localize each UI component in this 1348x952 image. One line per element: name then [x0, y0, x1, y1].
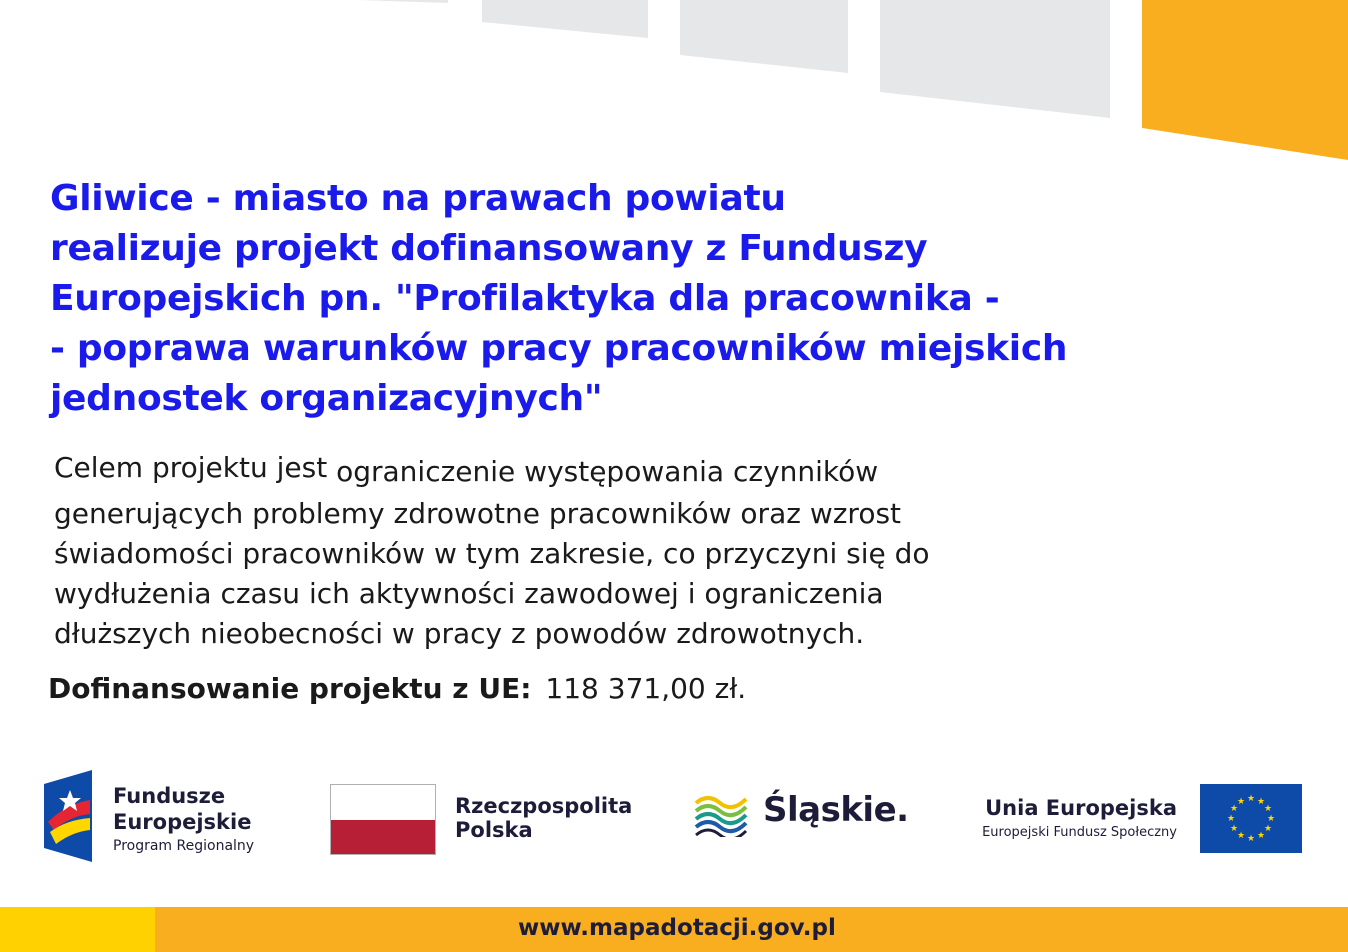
svg-text:★: ★: [1236, 797, 1246, 807]
funding-amount: 118 371,00 zł.: [545, 672, 747, 705]
description-line: wydłużenia czasu ich aktywności zawodowej i ograniczenia: [54, 577, 884, 610]
footer-bar: [0, 907, 1348, 952]
description-lead: Celem projektu jest: [54, 451, 328, 484]
funding-label: Dofinansowanie projektu z UE:: [48, 672, 532, 705]
unia-europejska-text: [982, 794, 1177, 844]
heading-line: jednostek organizacyjnych": [50, 378, 603, 419]
heading-line: Europejskich pn. "Profilaktyka dla pracownika -: [50, 278, 1000, 319]
rzeczpospolita-line2: Polska: [455, 818, 533, 842]
description-line: świadomości pracowników w tym zakresie, co przyczyni się do: [54, 537, 930, 570]
polish-flag-icon: [330, 784, 436, 855]
svg-text:★: ★: [1263, 824, 1273, 834]
svg-text:★: ★: [1229, 804, 1239, 814]
deco-gray-block-3: [680, 0, 848, 73]
unia-line1: Unia Europejska: [985, 796, 1177, 820]
svg-text:★: ★: [1256, 797, 1266, 807]
svg-text:★: ★: [1229, 824, 1239, 834]
deco-gray-block-4: [880, 0, 1110, 118]
slaskie-text: Śląskie.: [763, 790, 909, 830]
heading-line: realizuje projekt dofinansowany z Funduszy: [50, 228, 928, 269]
fundusze-line2: Europejskie: [113, 810, 252, 834]
deco-orange-block: [1142, 0, 1348, 160]
project-description: [54, 452, 1054, 654]
svg-text:★: ★: [1226, 814, 1236, 824]
description-line: dłuższych nieobecności w pracy z powodów zdrowotnych.: [54, 617, 865, 650]
slaskie-waves-icon: [694, 791, 750, 837]
footer-url-link[interactable]: www.mapadotacji.gov.pl: [518, 915, 836, 941]
deco-gray-block-2: [482, 0, 648, 38]
fundusze-europejskie-logo-icon: [44, 770, 96, 862]
unia-line2: Europejski Fundusz Społeczny: [982, 825, 1177, 840]
description-line: ograniczenie występowania czynników: [336, 455, 879, 488]
rzeczpospolita-text: [455, 794, 632, 842]
svg-text:★: ★: [1246, 834, 1256, 844]
heading-line: Gliwice - miasto na prawach powiatu: [50, 178, 786, 219]
svg-text:★: ★: [1236, 831, 1246, 841]
svg-text:★: ★: [1266, 814, 1276, 824]
top-decoration: [0, 0, 1348, 165]
deco-gray-block-1: [358, 0, 448, 3]
svg-text:★: ★: [1263, 804, 1273, 814]
fundusze-europejskie-text: [113, 783, 254, 857]
svg-text:★: ★: [1256, 831, 1266, 841]
fundusze-line3: Program Regionalny: [113, 838, 255, 854]
footer-yellow-block: [0, 907, 155, 952]
description-line: generujących problemy zdrowotne pracowników oraz wzrost: [54, 497, 902, 530]
rzeczpospolita-line1: Rzeczpospolita: [455, 794, 633, 818]
funding-info: [48, 672, 746, 705]
svg-text:★: ★: [1246, 794, 1256, 804]
heading-line: - poprawa warunków pracy pracowników miejskich: [50, 328, 1068, 369]
eu-flag-icon: [1200, 784, 1302, 853]
fundusze-line1: Fundusze: [113, 784, 226, 808]
project-heading: [50, 174, 1070, 424]
